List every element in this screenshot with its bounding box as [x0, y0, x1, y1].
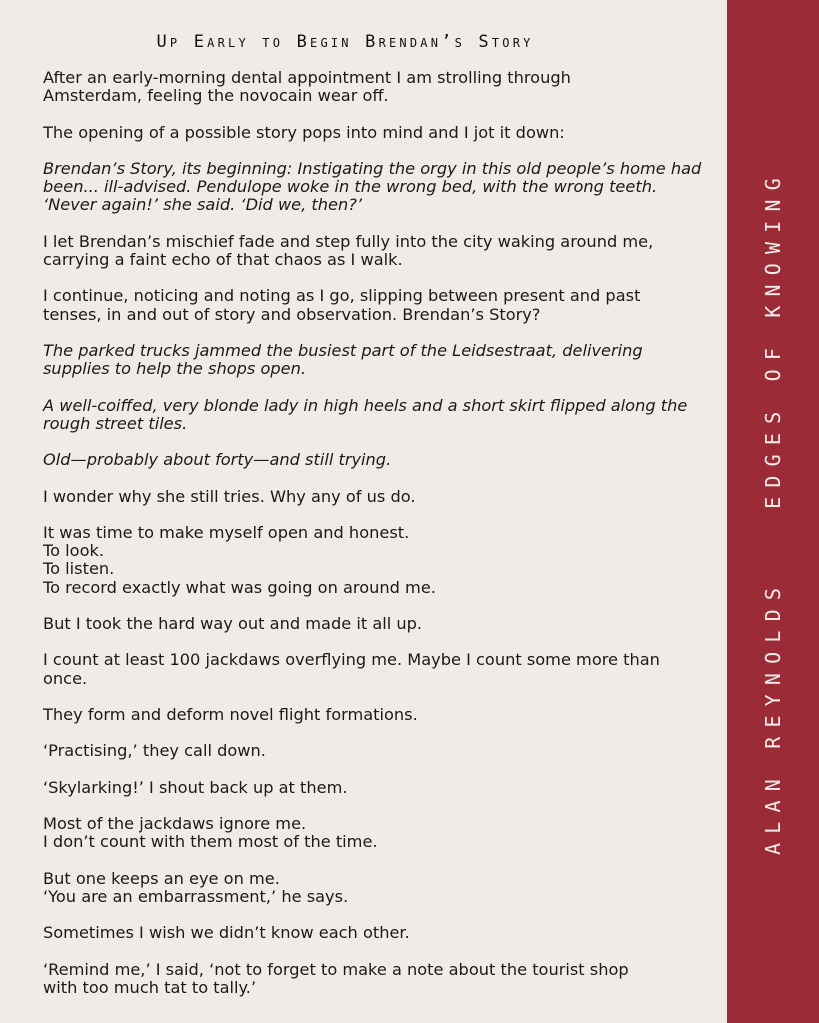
- paragraph: I wonder why she still tries. Why any of us do.: [43, 486, 416, 506]
- paragraph-italic: Brendan’s Story, its beginning: Instigating the orgy in this old people’s home had been... ill-advised. Pendulope woke in the wrong bed, with the wrong teeth. ‘Never again!’ she said. ‘Did we, then?’: [43, 158, 702, 215]
- paragraph: Sometimes I wish we didn’t know each other.: [43, 923, 410, 943]
- paragraph-italic: A well-coiffed, very blonde lady in high heels and a short skirt flipped along the rough street tiles.: [43, 395, 688, 433]
- paragraph: I continue, noticing and noting as I go, slipping between present and past tenses, in and out of story and observation. Brendan’s Story?: [43, 286, 641, 324]
- story-title: Up Early to Begin Brendan’s Story: [156, 32, 534, 52]
- paragraph: But one keeps an eye on me. ‘You are an embarrassment,’ he says.: [43, 868, 349, 906]
- story-body: [43, 69, 713, 1015]
- paragraph: ‘Practising,’ they call down.: [43, 741, 266, 761]
- paragraph: It was time to make myself open and honest. To look. To listen. To record exactly what was going on around me.: [43, 522, 436, 597]
- paragraph: I let Brendan’s mischief fade and step fully into the city waking around me, carrying a faint echo of that chaos as I walk.: [43, 231, 654, 269]
- author-name: ALAN REYNOLDS: [761, 578, 785, 855]
- book-title: EDGES OF KNOWING: [761, 169, 785, 509]
- paragraph: ‘Remind me,’ I said, ‘not to forget to make a note about the tourist shop with too much tat to tally.’: [43, 959, 629, 997]
- paragraph-italic: Old—probably about forty—and still trying.: [43, 450, 392, 470]
- paragraph: They form and deform novel flight formations.: [43, 704, 418, 724]
- paragraph: But I took the hard way out and made it all up.: [43, 613, 423, 633]
- paragraph: I count at least 100 jackdaws overflying me. Maybe I count some more than once.: [43, 650, 660, 688]
- paragraph: Most of the jackdaws ignore me. I don’t count with them most of the time.: [43, 814, 378, 852]
- paragraph: The opening of a possible story pops into mind and I jot it down:: [43, 122, 565, 142]
- vertical-caption: [761, 169, 785, 855]
- paragraph: ‘Skylarking!’ I shout back up at them.: [43, 777, 348, 797]
- paragraph-italic: The parked trucks jammed the busiest part of the Leidsestraat, delivering supplies to help the shops open.: [43, 340, 643, 379]
- paragraph: After an early-morning dental appointment I am strolling through Amsterdam, feeling the novocain wear off.: [43, 68, 571, 106]
- sidebar-band: [727, 0, 819, 1023]
